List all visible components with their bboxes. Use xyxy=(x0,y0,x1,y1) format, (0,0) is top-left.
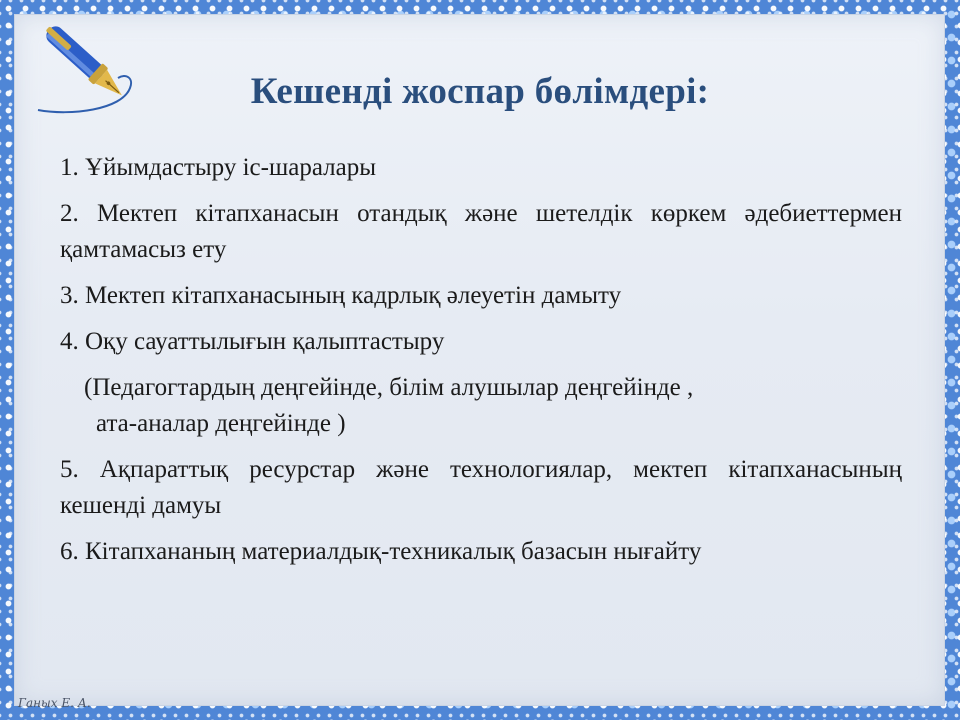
note-line-1: (Педагогтардың деңгейінде, білім алушылар деңгейінде , xyxy=(84,374,694,401)
list-item: 6. Кітапхананың материалдық-техникалық базасын нығайту xyxy=(60,538,702,565)
plan-sections-list xyxy=(60,150,902,580)
author-signature: Ганых Е. А. xyxy=(18,696,91,710)
list-item: 4. Оқу сауаттылығын қалыптастыру xyxy=(60,328,445,355)
list-item: 1. Ұйымдастыру іс-шаралары xyxy=(60,154,377,181)
slide-title: Кешенді жоспар бөлімдері: xyxy=(250,71,710,112)
note-line-2: ата-аналар деңгейінде ) xyxy=(96,410,346,437)
list-item: 5. Ақпараттық ресурстар және технологиялар, мектеп кітапханасының кешенді дамуы xyxy=(60,456,902,519)
list-item: 2. Мектеп кітапханасын отандық және шетелдік көркем әдебиеттермен қамтамасыз ету xyxy=(60,200,902,263)
list-item: 3. Мектеп кітапханасының кадрлық әлеуетін дамыту xyxy=(60,282,622,309)
list-item-note xyxy=(60,370,902,442)
